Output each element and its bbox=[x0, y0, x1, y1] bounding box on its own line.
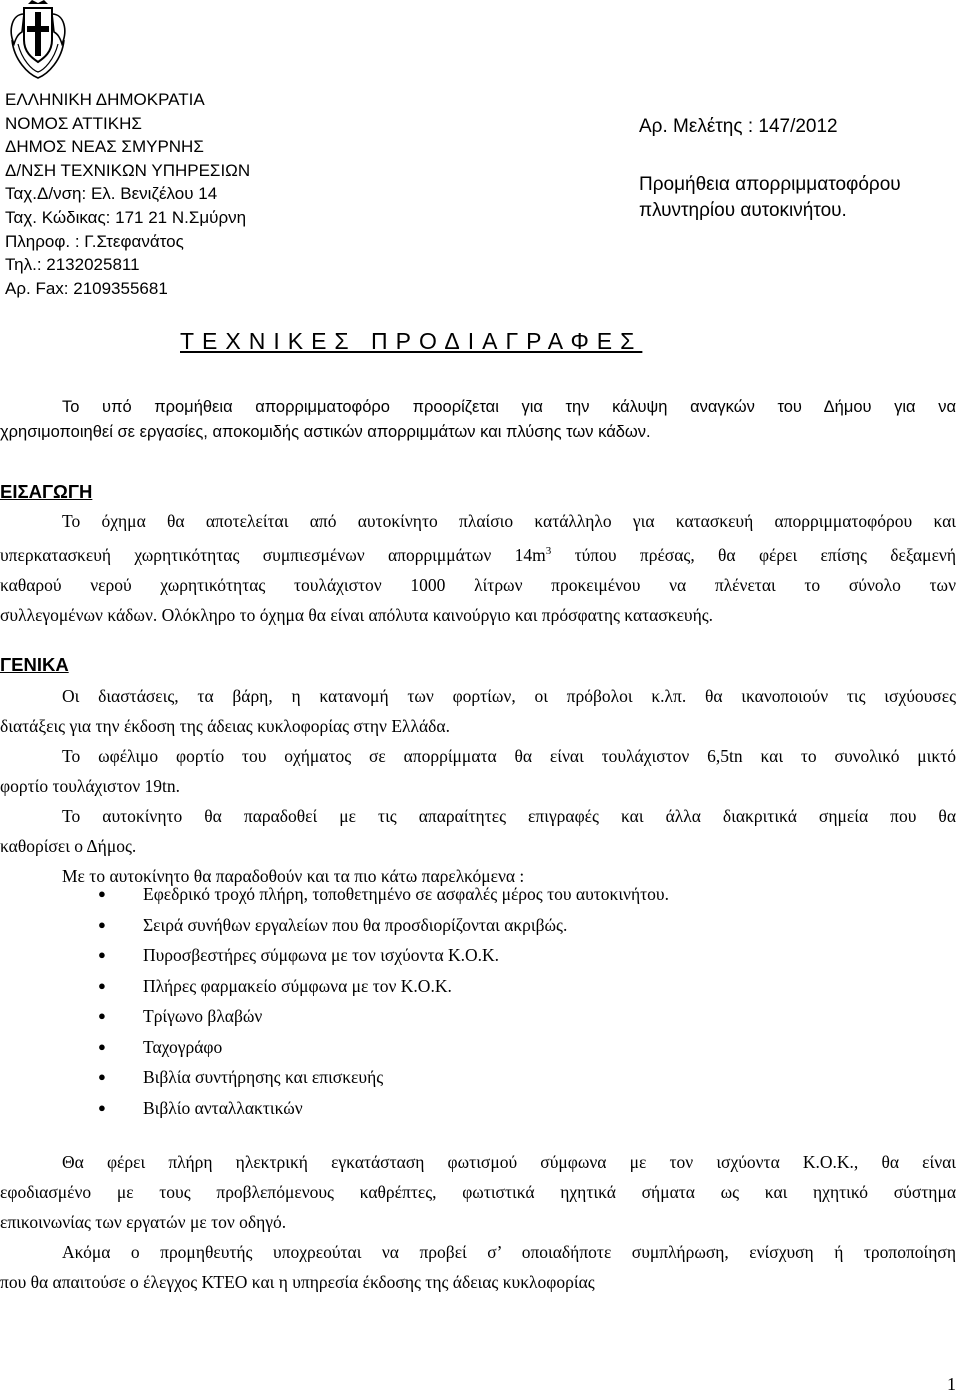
list-item: ● Βιβλία συντήρησης και επισκευής bbox=[0, 1062, 669, 1093]
issuer-line: ΝΟΜΟΣ ΑΤΤΙΚΗΣ bbox=[5, 113, 142, 133]
paragraph-line: Με το αυτοκίνητο θα παραδοθούν και τα πιο κάτω παρελκόμενα : bbox=[62, 866, 525, 886]
greek-coat-of-arms-icon bbox=[4, 0, 72, 80]
issuer-line: Αρ. Fax: 2109355681 bbox=[5, 278, 168, 298]
issuer-block bbox=[5, 88, 250, 300]
issuer-line: Τηλ.: 2132025811 bbox=[5, 255, 140, 275]
paragraph-line: φορτίο τουλάχιστον 19tn. bbox=[0, 776, 181, 796]
accessories-list bbox=[0, 879, 669, 1123]
paragraph-line: Θα φέρει πλήρη ηλεκτρική εγκατάσταση φωτισμού σύμφωνα με τον ισχύοντα Κ.Ο.Κ., θα είναι bbox=[62, 1152, 956, 1172]
list-item: ● Εφεδρικό τροχό πλήρη, τοποθετημένο σε ασφαλές μέρος του αυτοκινήτου. bbox=[0, 879, 669, 910]
paragraph-line: καθορίσει ο Δήμος. bbox=[0, 836, 137, 856]
subject-line: Προμήθεια απορριμματοφόρου bbox=[639, 174, 901, 195]
purpose-text: Το υπό προμήθεια απορριμματοφόρο προορίζεται για την κάλυψη αναγκών του Δήμου για να bbox=[62, 398, 956, 416]
section-heading-intro: ΕΙΣΑΓΩΓΗ bbox=[0, 481, 93, 502]
list-item: ● Βιβλίο ανταλλακτικών bbox=[0, 1093, 669, 1124]
document-title: ΤΕΧΝΙΚΕΣ ΠΡΟΔΙΑΓΡΑΦΕΣ bbox=[180, 328, 643, 354]
list-item: ● Τρίγωνο βλαβών bbox=[0, 1001, 669, 1032]
purpose-text: χρησιμοποιηθεί σε εργασίες, αποκομιδής αστικών απορριμμάτων και πλύσης των κάδων. bbox=[0, 423, 651, 441]
study-info bbox=[639, 114, 901, 224]
paragraph-line: Οι διαστάσεις, τα βάρη, η κατανομή των φορτίων, οι πρόβολοι κ.λπ. θα ικανοποιούν τις ισχύουσες bbox=[62, 686, 956, 706]
general-paragraph bbox=[0, 681, 956, 891]
list-item: ● Ταχογράφο bbox=[0, 1032, 669, 1063]
lighting-paragraph bbox=[0, 1147, 956, 1297]
paragraph-line: Το ωφέλιμο φορτίο του οχήματος σε απορρίμματα θα είναι τουλάχιστον 6,5tn και το συνολικό μικτό bbox=[62, 746, 956, 766]
paragraph-line: υπερκατασκευή χωρητικότητας συμπιεσμένων απορριμμάτων $14m^3$ τύπου πρέσας, θα φέρει επίσης δεξαμενή bbox=[0, 544, 956, 565]
issuer-line: ΕΛΛΗΝΙΚΗ ΔΗΜΟΚΡΑΤΙΑ bbox=[5, 90, 205, 109]
issuer-line: Πληροφ. : Γ.Στεφανάτος bbox=[5, 231, 184, 251]
paragraph-line: Το όχημα θα αποτελείται από αυτοκίνητο πλαίσιο κατάλληλο για κατασκευή απορριμματοφόρου και bbox=[62, 511, 956, 531]
issuer-line: Δ/ΝΣΗ ΤΕΧΝΙΚΩΝ ΥΠΗΡΕΣΙΩΝ bbox=[5, 160, 251, 180]
section-heading-general: ΓΕΝΙΚΑ bbox=[0, 654, 69, 675]
page-number: 1 bbox=[947, 1374, 956, 1394]
list-item: ● Σειρά συνήθων εργαλείων που θα προσδιορίζονται ακριβώς. bbox=[0, 910, 669, 941]
paragraph-line: εφοδιασμένο με τους προβλεπόμενους καθρέπτες, φωτιστικά ηχητικά σήματα ως και ηχητικό σύστημα bbox=[0, 1182, 956, 1202]
issuer-line: ΔΗΜΟΣ ΝΕΑΣ ΣΜΥΡΝΗΣ bbox=[5, 137, 204, 157]
paragraph-line: συλλεγομένων κάδων. Ολόκληρο το όχημα θα είναι απόλυτα καινούργιο και πρόσφατης κατασκευής. bbox=[0, 604, 714, 625]
list-item: ● Πυροσβεστήρες σύμφωνα με τον ισχύοντα Κ.Ο.Κ. bbox=[0, 940, 669, 971]
subject-line: πλυντηρίου αυτοκινήτου. bbox=[639, 200, 847, 221]
paragraph-line: επικοινωνίας των εργατών με τον οδηγό. bbox=[0, 1212, 287, 1232]
list-item: ● Πλήρες φαρμακείο σύμφωνα με τον Κ.Ο.Κ. bbox=[0, 971, 669, 1002]
paragraph-line: Το αυτοκίνητο θα παραδοθεί με τις απαραίτητες επιγραφές και άλλα διακριτικά σημεία που θα bbox=[62, 806, 956, 826]
issuer-line: Ταχ. Κώδικας: 171 21 Ν.Σμύρνη bbox=[5, 207, 247, 227]
paragraph-line: καθαρού νερού χωρητικότητας τουλάχιστον 1000 λίτρων προκειμένου να πλένεται το σύνολο των bbox=[0, 574, 956, 595]
paragraph-line: διατάξεις για την έκδοση της άδειας κυκλοφορίας στην Ελλάδα. bbox=[0, 716, 450, 736]
intro-paragraph bbox=[0, 506, 956, 630]
study-number: Αρ. Μελέτης : 147/2012 bbox=[639, 116, 838, 137]
paragraph-line: Ακόμα ο προμηθευτής υποχρεούται να προβεί σ’ οποιαδήποτε συμπλήρωση, ενίσχυση ή τροποποίηση bbox=[62, 1242, 956, 1262]
issuer-line: Ταχ.Δ/νση: Ελ. Βενιζέλου 14 bbox=[5, 184, 218, 204]
paragraph-line: που θα απαιτούσε ο έλεγχος ΚΤΕΟ και η υπηρεσία έκδοσης της άδειας κυκλοφορίας bbox=[0, 1272, 595, 1292]
